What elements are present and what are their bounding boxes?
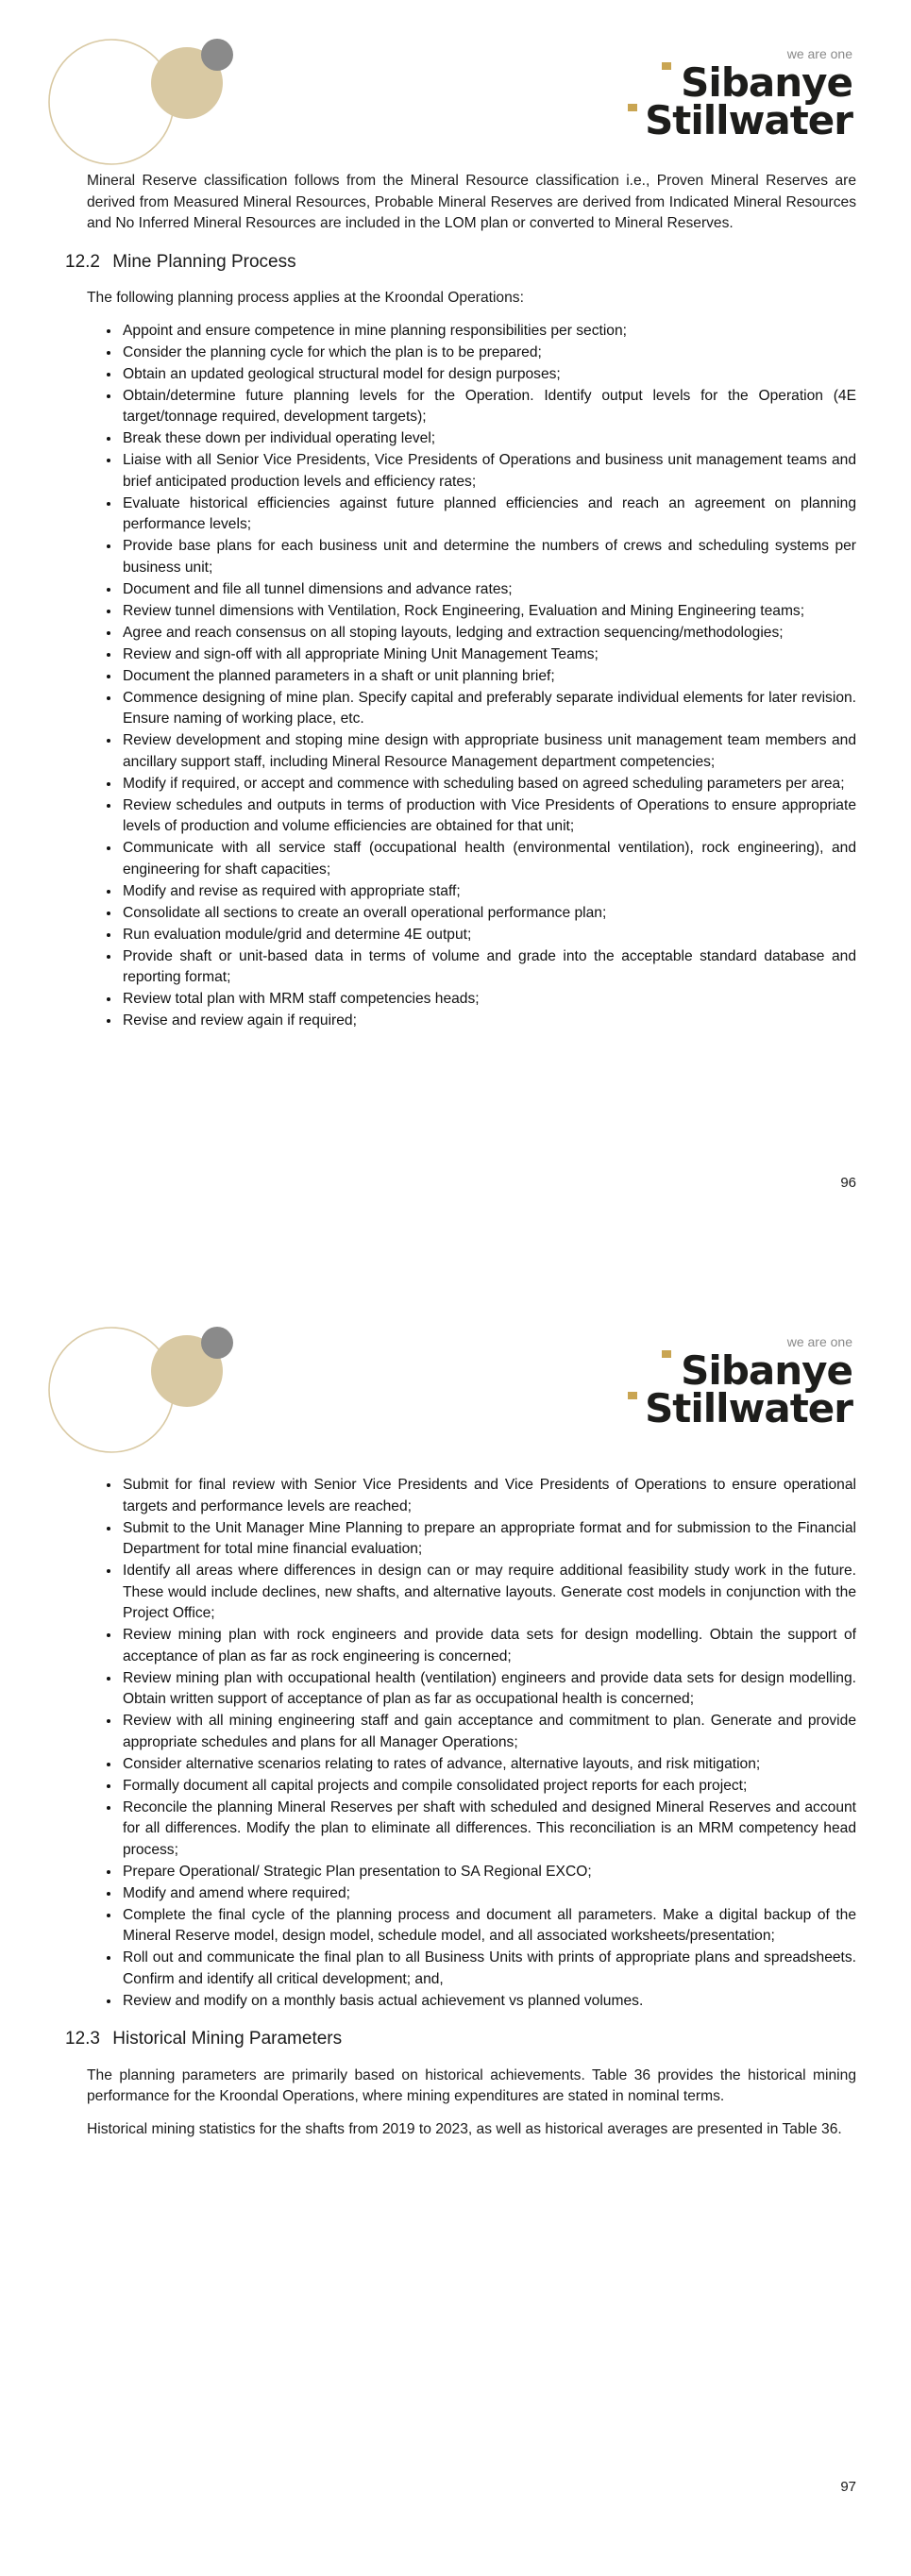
historical-statistics-paragraph: Historical mining statistics for the shafts from 2019 to 2023, as well as historical averages are presented in Table 36. [87, 2120, 842, 2137]
list-item: • Evaluate historical efficiencies against future planned efficiencies and reach an agreement on planning performance levels; [121, 493, 856, 536]
list-item: • Roll out and communicate the final plan to all Business Units with prints of appropriate plans and spreadsheets. Confirm and identify all critical development; and, [121, 1948, 856, 1990]
list-item: • Run evaluation module/grid and determine 4E output; [121, 925, 856, 946]
list-item: • Commence designing of mine plan. Specify capital and preferably separate individual elements for later revision. Ensure naming of working place, etc. [121, 688, 856, 730]
logo-tagline: we are one [786, 1334, 852, 1349]
page-number: 97 [840, 2479, 856, 2495]
list-item: • Submit for final review with Senior Vice Presidents and Vice Presidents of Operations to ensure operational targets and performance levels are reached; [121, 1475, 856, 1517]
logo-line2: Stillwater [645, 1385, 852, 1431]
list-item: • Break these down per individual operating level; [121, 428, 856, 450]
list-item: • Appoint and ensure competence in mine planning responsibilities per section; [121, 321, 856, 343]
page-97-content [65, 1475, 856, 2151]
list-item: • Obtain an updated geological structural model for design purposes; [121, 364, 856, 386]
planning-steps-list-continued [87, 1475, 856, 2012]
section-title: Mine Planning Process [112, 251, 296, 272]
list-item: • Consider the planning cycle for which the plan is to be prepared; [121, 343, 856, 364]
page-96-content [65, 171, 856, 1042]
list-item: • Review with all mining engineering staff and gain acceptance and commitment to plan. Generate and provide appropriate schedules and plans for all Manager Operations; [121, 1711, 856, 1753]
reserve-classification-paragraph: Mineral Reserve classification follows from the Mineral Resource classification i.e., Proven Mineral Reserves are derived from Measured Mineral Resources, Probable Mineral Reserves are derived from Indicated Mineral Resources and No Inferred Mineral Resources are included in the LOM plan or converted to Mineral Reserves. [87, 173, 856, 231]
list-item: • Complete the final cycle of the planning process and document all parameters. Make a digital backup of the Mineral Reserve model, design model, schedule model, and all associated worksheets/presentation; [121, 1905, 856, 1948]
list-item: • Review and sign-off with all appropriate Mining Unit Management Teams; [121, 644, 856, 666]
logo-line2: Stillwater [645, 97, 852, 143]
list-item: • Consider alternative scenarios relating to rates of advance, alternative layouts, and risk mitigation; [121, 1754, 856, 1776]
decorative-circles-icon [45, 1324, 253, 1465]
list-item: • Modify and revise as required with appropriate staff; [121, 881, 856, 903]
sibanye-stillwater-logo [618, 40, 854, 143]
page-97 [0, 1288, 911, 2576]
list-item: • Review tunnel dimensions with Ventilation, Rock Engineering, Evaluation and Mining Engineering teams; [121, 601, 856, 623]
list-item: • Identify all areas where differences in design can or may require additional feasibility study work in the future. These would include declines, new shafts, and alternative layouts. Generate cost models in conjunction with the Project Office; [121, 1561, 856, 1625]
list-item: • Review schedules and outputs in terms of production with Vice Presidents of Operations to ensure appropriate levels of production and volume efficiencies are obtained for that unit; [121, 795, 856, 838]
list-item: • Review mining plan with rock engineers and provide data sets for design modelling. Obtain the support of acceptance of plan as far as rock engineering is concerned; [121, 1625, 856, 1667]
list-item: • Review development and stoping mine design with appropriate business unit management team members and ancillary support staff, including Mineral Resource Management department competencies; [121, 730, 856, 773]
list-item: • Document the planned parameters in a shaft or unit planning brief; [121, 666, 856, 688]
list-item: • Document and file all tunnel dimensions and advance rates; [121, 579, 856, 601]
logo-line1: Sibanye [681, 59, 852, 106]
logo-tagline: we are one [786, 46, 852, 61]
section-heading-12-3 [65, 2029, 856, 2050]
planning-steps-list [87, 321, 856, 1032]
list-item: • Formally document all capital projects and compile consolidated project reports for each project; [121, 1776, 856, 1798]
list-item: • Submit to the Unit Manager Mine Planning to prepare an appropriate format and for submission to the Financial Department for total mine financial evaluation; [121, 1518, 856, 1561]
section-title: Historical Mining Parameters [112, 2029, 343, 2049]
page-number: 96 [840, 1175, 856, 1191]
logo-line1: Sibanye [681, 1347, 852, 1394]
list-item: • Liaise with all Senior Vice Presidents, Vice Presidents of Operations and business unit management teams and brief anticipated production levels and efficiency rates; [121, 450, 856, 493]
list-item: • Reconcile the planning Mineral Reserves per shaft with scheduled and designed Mineral Reserves and account for all differences. Modify the plan to eliminate all differences. This reconciliation is an MRM competency head process; [121, 1798, 856, 1862]
section-heading-12-2 [65, 252, 856, 274]
list-item: • Prepare Operational/ Strategic Plan presentation to SA Regional EXCO; [121, 1862, 856, 1883]
list-item: • Revise and review again if required; [121, 1011, 856, 1032]
list-item: • Obtain/determine future planning levels for the Operation. Identify output levels for the Operation (4E target/tonnage required, development targets); [121, 386, 856, 428]
list-item: • Communicate with all service staff (occupational health (environmental ventilation), rock engineering), and engineering for shaft capacities; [121, 838, 856, 880]
list-item: • Provide shaft or unit-based data in terms of volume and grade into the acceptable standard database and reporting format; [121, 946, 856, 989]
sibanye-stillwater-logo [618, 1328, 854, 1431]
section-number: 12.2 [65, 251, 100, 272]
list-item: • Review mining plan with occupational health (ventilation) engineers and provide data sets for design modelling. Obtain written support of acceptance of plan as far as occupational health is concerned; [121, 1668, 856, 1711]
planning-parameters-paragraph: The planning parameters are primarily based on historical achievements. Table 36 provides the historical mining performance for the Kroondal Operations, where mining expenditures are stated in nominal terms. [87, 2066, 856, 2104]
section-number: 12.3 [65, 2029, 100, 2049]
list-item: • Provide base plans for each business unit and determine the numbers of crews and scheduling systems per business unit; [121, 536, 856, 578]
list-item: • Consolidate all sections to create an overall operational performance plan; [121, 903, 856, 925]
list-item: • Modify if required, or accept and commence with scheduling based on agreed scheduling parameters per area; [121, 774, 856, 795]
list-item: • Agree and reach consensus on all stoping layouts, ledging and extraction sequencing/methodologies; [121, 623, 856, 644]
list-item: • Modify and amend where required; [121, 1883, 856, 1905]
planning-lead-paragraph: The following planning process applies at the Kroondal Operations: [87, 290, 524, 306]
list-item: • Review total plan with MRM staff competencies heads; [121, 989, 856, 1011]
decorative-circles-icon [45, 36, 253, 177]
list-item: • Review and modify on a monthly basis actual achievement vs planned volumes. [121, 1991, 856, 2013]
